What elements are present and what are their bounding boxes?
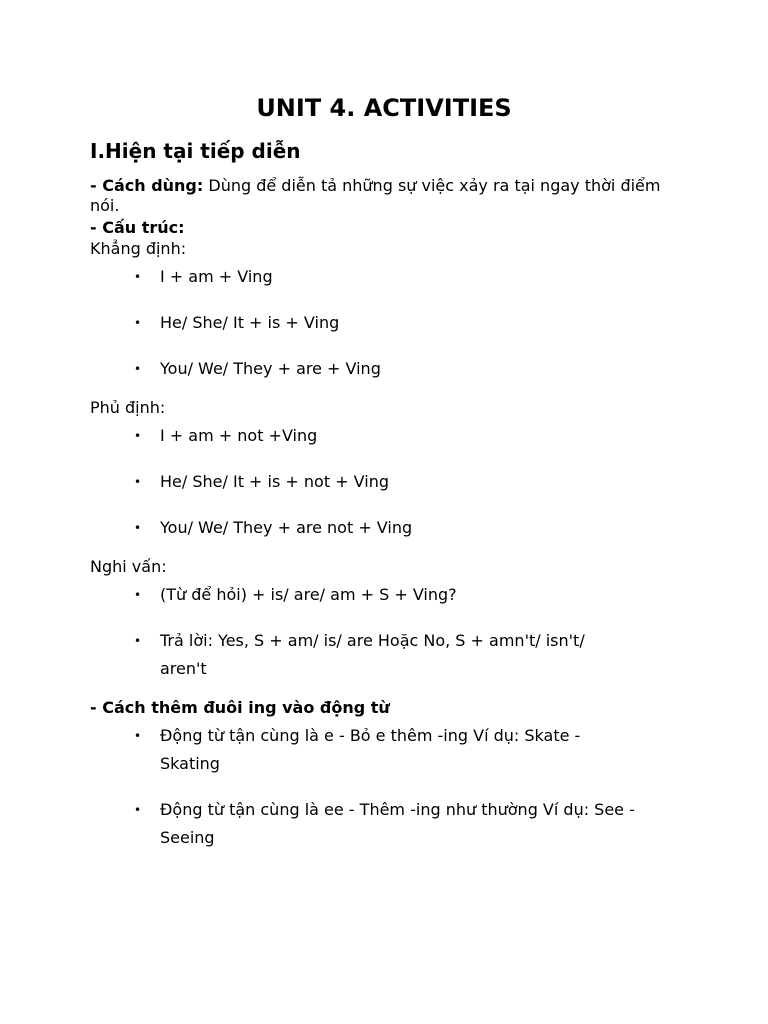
usage-text: Dùng để diễn tả những sự việc xảy ra tại ngay thời điểm nói.: [90, 176, 661, 215]
list-item: [90, 796, 680, 852]
list-item: [90, 627, 630, 683]
list-item-text: I + am + Ving: [160, 267, 273, 286]
page-title: UNIT 4. ACTIVITIES: [256, 94, 512, 122]
bullet-icon: •: [134, 270, 142, 284]
list-item: [90, 422, 690, 450]
list-item-text: He/ She/ It + is + Ving: [160, 313, 340, 332]
affirmative-label: Khẳng định:: [90, 239, 187, 258]
question-label: Nghi vấn:: [90, 557, 167, 576]
bullet-icon: •: [134, 634, 142, 648]
bullet-icon: •: [134, 803, 142, 817]
list-item-text: You/ We/ They + are not + Ving: [160, 518, 413, 537]
list-item: [90, 355, 690, 383]
structure-label-text: - Cấu trúc:: [90, 218, 185, 237]
negative-label: Phủ định:: [90, 398, 166, 417]
list-item-text: Động từ tận cùng là ee - Thêm -ing như thường Ví dụ: See - Seeing: [160, 800, 635, 847]
list-item-text: He/ She/ It + is + not + Ving: [160, 472, 390, 491]
question-list: [90, 581, 690, 683]
usage-paragraph: [90, 176, 690, 216]
list-item: [90, 309, 690, 337]
bullet-icon: •: [134, 429, 142, 443]
bullet-icon: •: [134, 316, 142, 330]
bullet-icon: •: [134, 588, 142, 602]
affirmative-list: [90, 263, 690, 383]
bullet-icon: •: [134, 521, 142, 535]
bullet-icon: •: [134, 362, 142, 376]
negative-list: [90, 422, 690, 542]
list-item: [90, 514, 690, 542]
list-item: [90, 722, 640, 778]
list-item-text: (Từ để hỏi) + is/ are/ am + S + Ving?: [160, 585, 457, 604]
list-item-text: Trả lời: Yes, S + am/ is/ are Hoặc No, S + amn't/ isn't/ aren't: [160, 631, 585, 678]
list-item: [90, 263, 690, 291]
section-heading: I.Hiện tại tiếp diễn: [90, 139, 301, 163]
structure-label: [90, 218, 690, 238]
list-item-text: Động từ tận cùng là e - Bỏ e thêm -ing Ví dụ: Skate - Skating: [160, 726, 581, 773]
bullet-icon: •: [134, 729, 142, 743]
bullet-icon: •: [134, 475, 142, 489]
ing-rules-heading: - Cách thêm đuôi ing vào động từ: [90, 698, 390, 717]
list-item-text: I + am + not +Ving: [160, 426, 318, 445]
list-item: [90, 468, 690, 496]
list-item: [90, 581, 690, 609]
ing-rules-list: [90, 722, 690, 852]
list-item-text: You/ We/ They + are + Ving: [160, 359, 381, 378]
usage-label: - Cách dùng:: [90, 176, 204, 195]
